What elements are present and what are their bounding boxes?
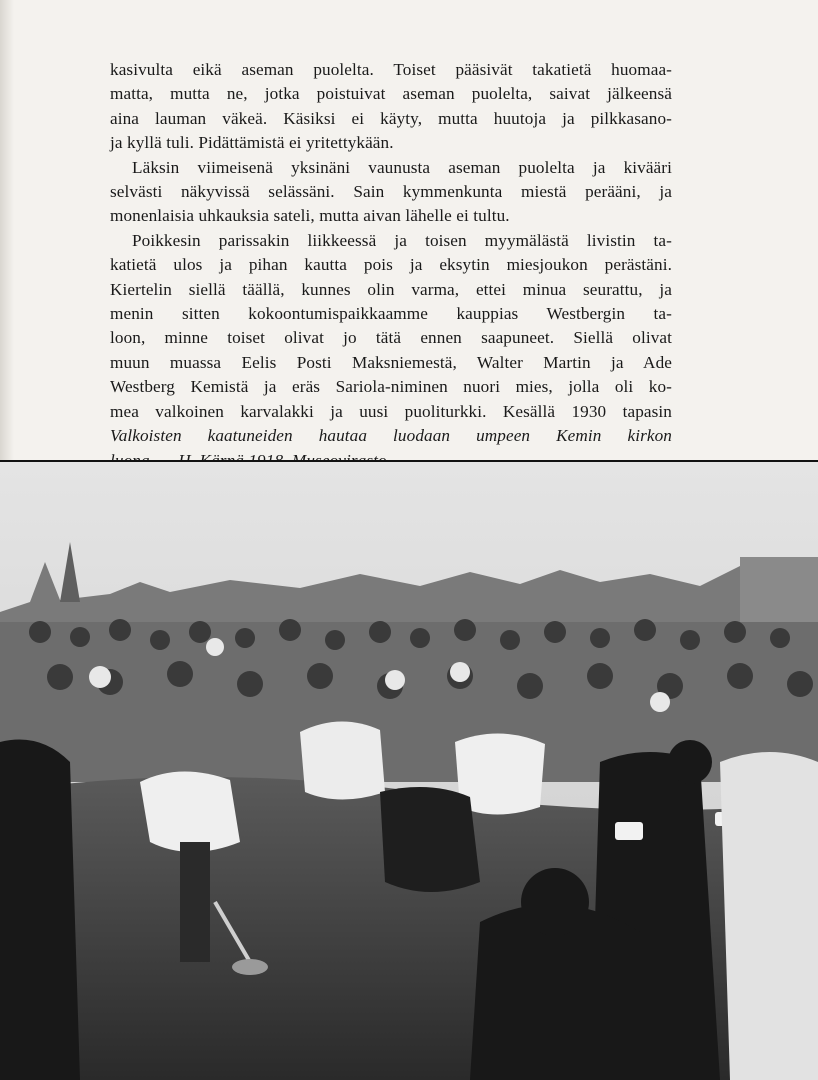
text-line: Läksin viimeisenä yksinäni vaunusta aseman puolelta ja kivääri — [132, 157, 672, 177]
paragraph-2 — [110, 156, 672, 229]
text-line: muun muassa Eelis Posti Maksniemestä, Walter Martin ja Ade — [110, 352, 672, 372]
photo-illustration — [0, 462, 818, 1080]
text-line: katietä ulos ja pihan kautta pois ja eksytin miesjoukon perästäni. — [110, 255, 672, 275]
paragraph-3 — [110, 229, 672, 424]
text-line: Kiertelin siellä täällä, kunnes olin varma, ettei minua seurattu, ja — [110, 279, 672, 299]
text-line: Westberg Kemistä ja eräs Sariola-niminen nuori mies, jolla oli ko- — [110, 377, 672, 397]
text-line: selvästi näkyvissä selässäni. Sain kymmenkunta miestä perääni, ja — [110, 182, 672, 202]
text-line: menin sitten kokoontumispaikkaamme kauppias Westbergin ta- — [110, 304, 672, 324]
text-line: kasivulta eikä aseman puolelta. Toiset pääsivät takatietä huomaa- — [110, 60, 672, 79]
text-line: ja kyllä tuli. Pidättämistä ei yritettykään. — [110, 133, 394, 153]
text-line: Poikkesin parissakin liikkeessä ja toisen myymälästä livistin ta- — [132, 230, 672, 250]
historical-photograph — [0, 462, 818, 1080]
text-line: mea valkoinen karvalakki ja uusi puoliturkki. Kesällä 1930 tapasin — [110, 401, 672, 421]
caption-line: Valkoisten kaatuneiden hautaa luodaan umpeen Kemin kirkon — [110, 426, 672, 446]
text-line: aina lauman väkeä. Käsiksi ei käyty, mutta huutoja ja pilkkasano- — [110, 108, 672, 128]
white-coated-figure — [720, 752, 818, 1080]
body-text — [110, 58, 672, 473]
paragraph-1 — [110, 58, 672, 156]
text-line: loon, minne toiset olivat jo tätä ennen saapuneet. Siellä olivat — [110, 328, 672, 348]
text-line: monenlaisia uhkauksia sateli, mutta aivan lähelle ei tultu. — [110, 206, 510, 226]
building — [740, 557, 818, 627]
text-line: matta, mutta ne, jotka poistuivat aseman puolelta, saivat jälkeensä — [110, 84, 672, 104]
